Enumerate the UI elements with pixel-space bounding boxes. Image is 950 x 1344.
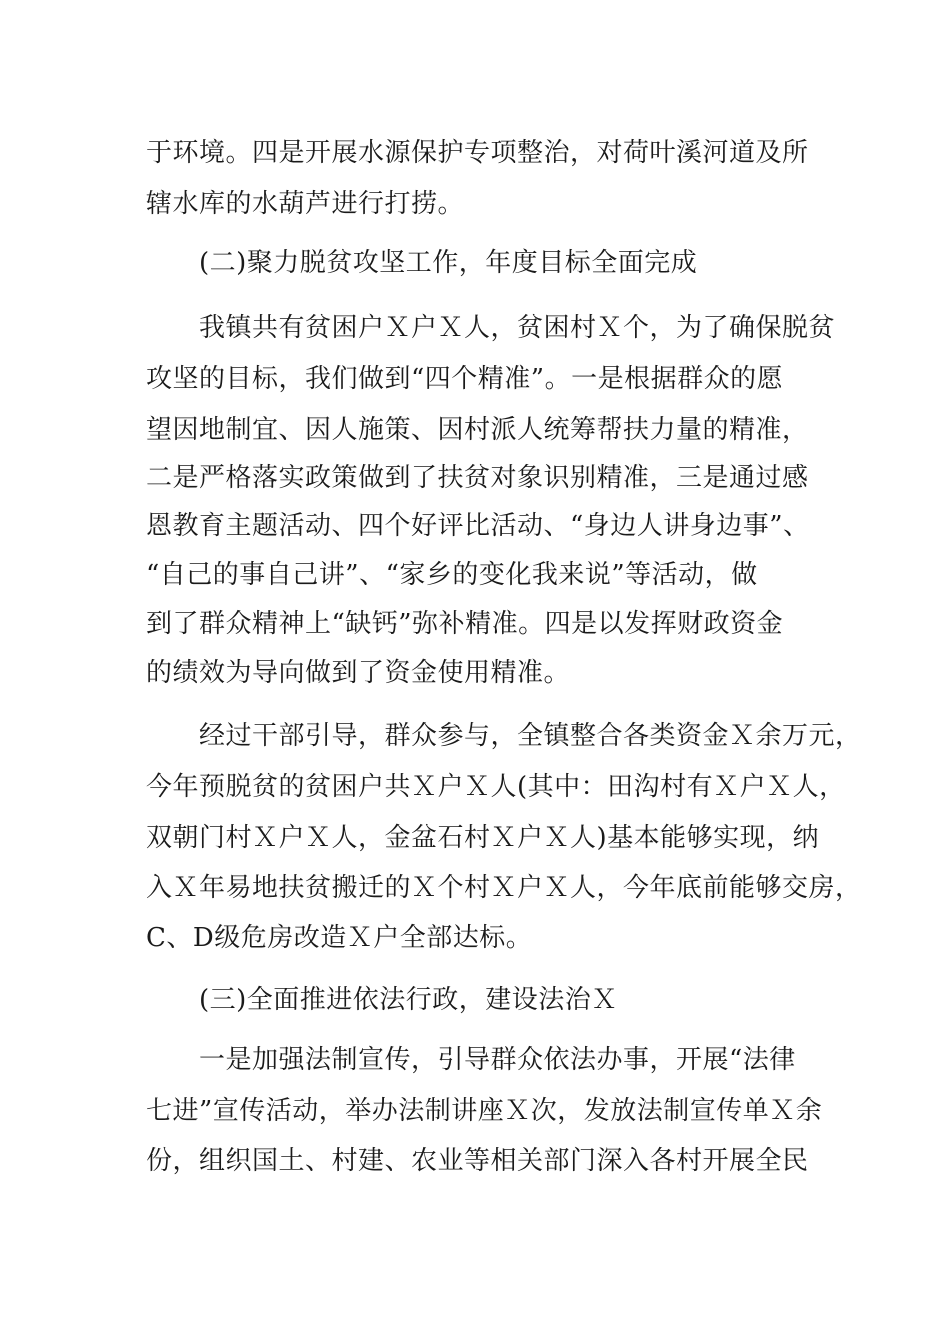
text-line: 恩教育主题活动、四个好评比活动、“身边人讲身边事”、 (146, 511, 810, 541)
text-line: 一是加强法制宣传，引导群众依法办事，开展“法律 (199, 1045, 796, 1075)
text-line: 的绩效为导向做到了资金使用精准。 (146, 658, 571, 688)
text-line: 攻坚的目标，我们做到“四个精准”。一是根据群众的愿 (146, 364, 784, 394)
text-line: “自己的事自己讲”、“家乡的变化我来说”等活动，做 (146, 560, 758, 590)
text-line: 望因地制宜、因人施策、因村派人统筹帮扶力量的精准， (146, 415, 809, 445)
text-line: 经过干部引导，群众参与，全镇整合各类资金Ｘ余万元， (199, 721, 862, 751)
text-line: 今年预脱贫的贫困户共Ｘ户Ｘ人(其中：田沟村有Ｘ户Ｘ人， (146, 772, 846, 802)
text-line: 于环境。四是开展水源保护专项整治，对荷叶溪河道及所 (146, 138, 809, 168)
section-heading: (三)全面推进依法行政，建设法治Ｘ (199, 985, 618, 1015)
text-line: C、D级危房改造Ｘ户全部达标。 (146, 923, 533, 953)
text-line: 入Ｘ年易地扶贫搬迁的Ｘ个村Ｘ户Ｘ人，今年底前能够交房， (146, 873, 862, 903)
text-line: 七进”宣传活动，举办法制讲座Ｘ次，发放法制宣传单Ｘ余 (146, 1096, 823, 1126)
text-line: 份，组织国土、村建、农业等相关部门深入各村开展全民 (146, 1146, 809, 1176)
text-line: 双朝门村Ｘ户Ｘ人，金盆石村Ｘ户Ｘ人)基本能够实现，纳 (146, 823, 820, 853)
text-line: 我镇共有贫困户Ｘ户Ｘ人，贫困村Ｘ个，为了确保脱贫 (199, 313, 836, 343)
section-heading: (二)聚力脱贫攻坚工作，年度目标全面完成 (199, 248, 698, 278)
text-line: 辖水库的水葫芦进行打捞。 (146, 189, 465, 219)
text-line: 到了群众精神上“缺钙”弥补精准。四是以发挥财政资金 (146, 609, 784, 639)
text-line: 二是严格落实政策做到了扶贫对象识别精准，三是通过感 (146, 463, 809, 493)
